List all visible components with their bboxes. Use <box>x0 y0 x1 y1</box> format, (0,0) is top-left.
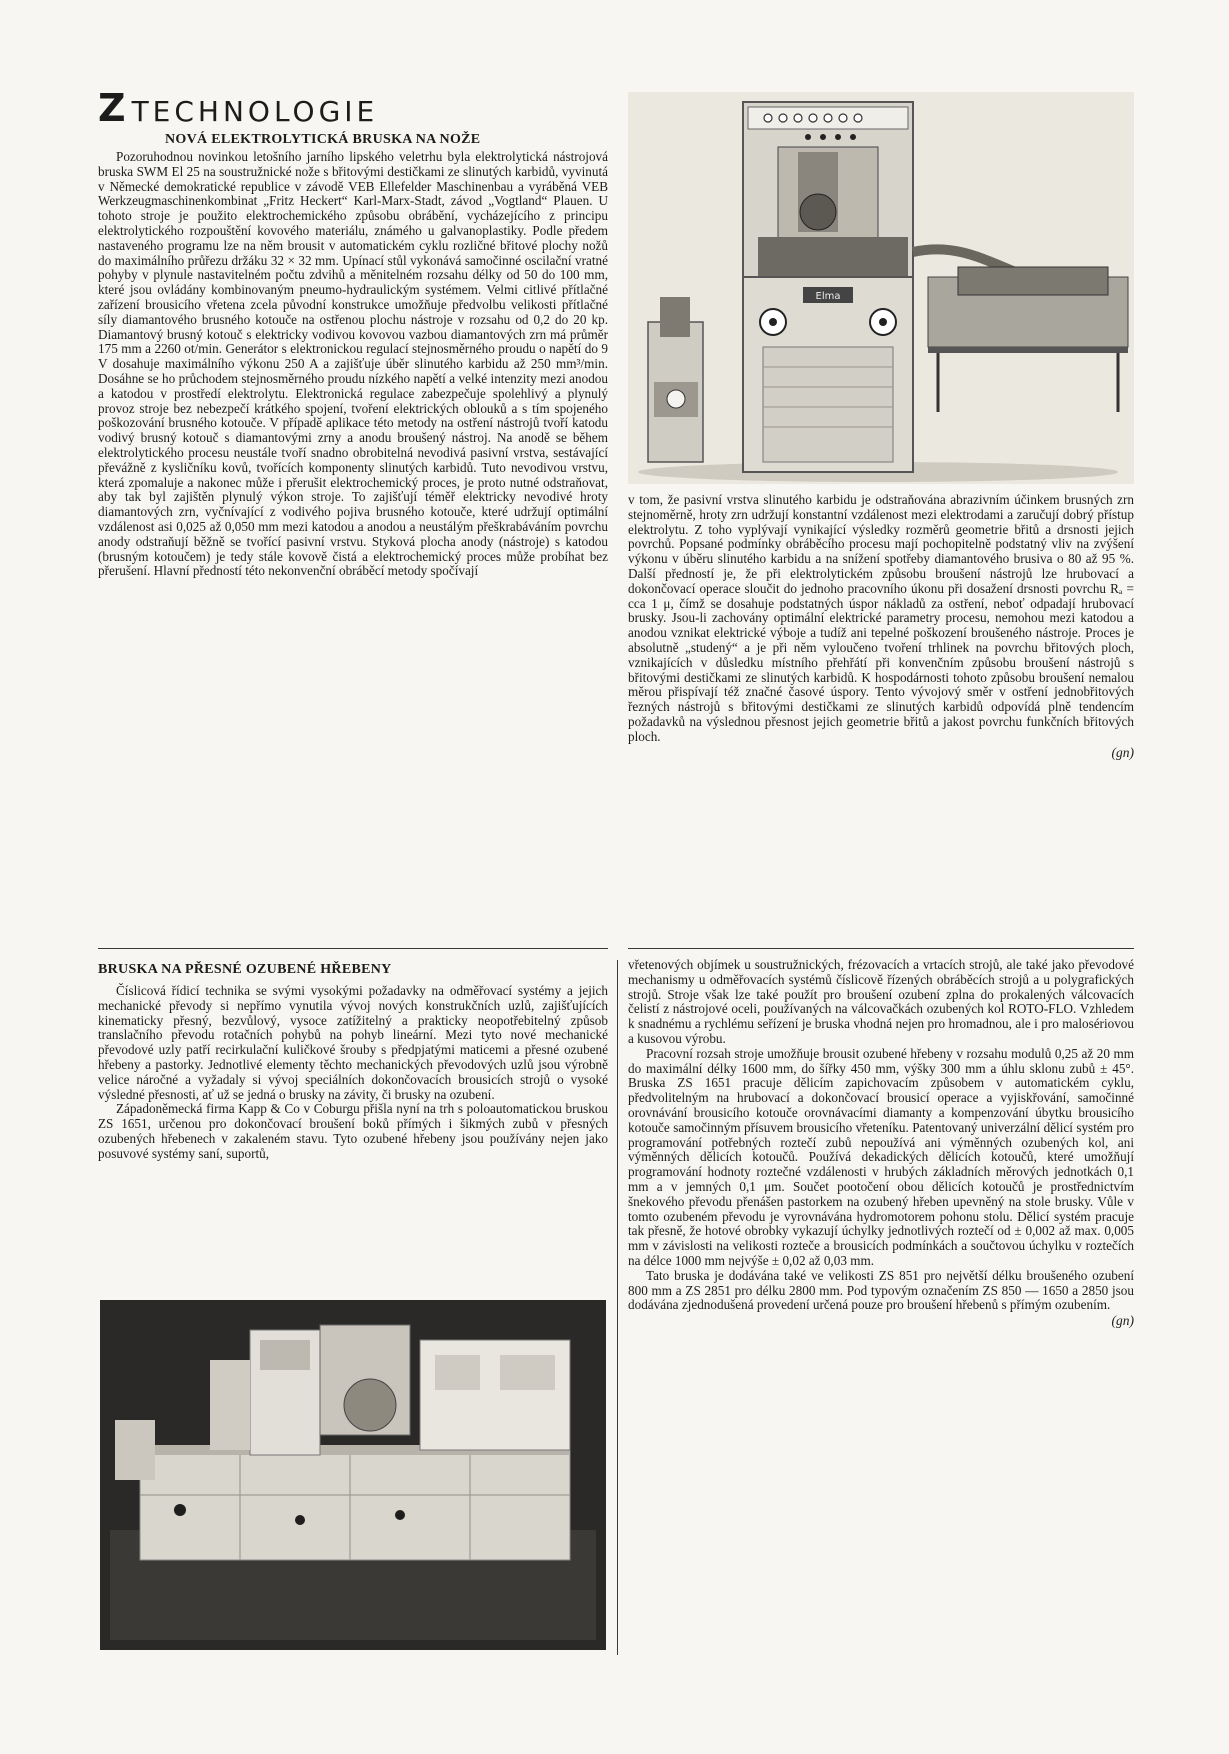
separator-line-right <box>628 948 1134 949</box>
article2-column-right <box>628 958 1134 1329</box>
machine-brand-label: Elma <box>815 291 841 302</box>
separator-line-left <box>98 948 608 949</box>
article1-signature: (gn) <box>1111 744 1134 760</box>
article2-column-left <box>98 984 608 1162</box>
article2-signature: (gn) <box>1111 1313 1134 1329</box>
article1-column-right <box>628 493 1134 761</box>
section-letter: Z <box>98 86 126 130</box>
section-heading <box>98 86 378 130</box>
article1-paragraph-continued: v tom, že pasivní vrstva slinutého karbidu je odstraňována abrazivním účinkem brusných zrn stejnoměrně, hroty zrn udržují konstantní vzdálenost mezi elektrodami a zaručují dobrý přístup elektrolytu. Z toho vyplývají vynikající výsledky rozměrů geometrie břitů a drsnosti jejich povrchů. Popsané podmínky obráběcího procesu mají pochopitelně podstatný vliv na zvýšení výkonu v úběru slinutého karbidu a na snížení spotřeby diamantového brusiva o 80 až 95 %. Další předností je, že při elektrolytickém způsobu broušení nástrojů lze hrubovací a dokončovací operace sloučit do jednoho pracovního úkonu při dosažení drsnosti povrchu Rₐ = cca 1 μ, čímž se dosahuje podstatných úspor nákladů za ostření, neboť odpadají hrubovací brusky. Jsou-li zachovány optimální elektrické parametry procesu, nemohou mezi katodou a anodou vznikat elektrické výboje a tudíž ani tepelné poškození broušeného nástroje. Proces je absolutně „studený“ a je při něm vyloučeno tvoření trhlinek na povrchu břitových ploch, vznikajících v důsledku místního přehřátí při konvenčním způsobu broušení nástrojů s břitovými destičkami ze slinutých karbidů. K hospodárnosti tohoto způsobu broušení nemalou měrou přispívají též značné časové úspory. Tento vývojový směr v ostření jednobřitových řezných nástrojů s břitovými destičkami ze slinutých karbidů odpovídá plně tendencím požadavků na výslednou přesnost jejich geometrie břitů a jakost povrchu funkčních břitových ploch. <box>628 492 1134 744</box>
article2-paragraph-3: vřetenových objímek u soustružnických, frézovacích a vrtacích strojů, ale také jako převodové mechanismy u odměřovacích systémů číslicově řízených obráběcích strojů a u polygrafických strojů. Stroje však lze také použít pro broušení ozubení zplna do prokalených válcovacích čelistí z nástrojové oceli, používaných na válcovačkách ozubených kol ROTO-FLO. Vzhledem k snadnému a rychlému seřízení je bruska vhodná nejen pro hromadnou, ale i pro malosériovou a kusovou výrobu. <box>628 957 1134 1046</box>
article1-paragraph: Pozoruhodnou novinkou letošního jarního lipského veletrhu byla elektrolytická nástrojová bruska SWM El 25 na soustružnické nože s břitovými destičkami ze slinutých karbidů, vyvinutá v Německé demokratické republice v závodě VEB Ellefelder Maschinenbau a vyráběná VEB Werkzeugmaschinenkombinat „Fritz Heckert“ Karl-Marx-Stadt, závod „Vogtland“ Plauen. U tohoto stroje je použito elektrochemického způsobu obrábění, vycházejícího z principu elektrolytického rozpouštění kovového materiálu, známého u galvanoplastiky. Podle předem nastaveného programu lze na něm brousit v automatickém cyklu rozličné břitové plochy nožů do maximálního průřezu držáku 32 × 32 mm. Upínací stůl vykonává samočinné oscilační vratné pohyby v plynule nastavitelném počtu zdvihů a měnitelném rozsahu délky od 50 do 100 mm, které jsou ovládány kombinovaným pneumo-hydraulickým systémem. Velmi citlivé přítlačné zařízení brousicího vřetena zcela původní konstrukce umožňuje předvolbu velikosti přítlačné síly diamantového brusného kotouče na ostřenou plochu nástroje v rozsahu od 0,2 do 20 kp. Diamantový brusný kotouč s elektricky vodivou kovovou vazbou diamantových zrn má průměr 175 mm a 2260 ot/min. Generátor s elektronickou regulací stejnosměrného proudu o napětí do 9 V dosahuje maximálního výkonu 250 A a zajišťuje úběr slinutého karbidu až 250 mm³/min. Dosáhne se ho průchodem stejnosměrného proudu nízkého napětí a velké intenzity mezi anodou a katodou v prostředí elektrolytu. Elektronická regulace zabezpečuje spolehlivý a plynulý provoz stroje bez nebezpečí krátkého spojení, tvoření elektrických oblouků a s tím spojeného poškozování brusného kotouče. V případě aplikace této metody na ostření nástrojů tvoří katodu vodivý brusný kotouč s diamantovými zrny a anodu broušený nástroj. Na anodě se během elektrolytického procesu neustále tvoří snadno obrobitelná nevodivá pasivní vrstva, sestávající převážně z kysličníku kovů, tvořících komponenty slinutých karbidů. Tuto nevodivou vrstvu, která zpomaluje a nakonec může i přerušit elektrochemický proces, je proto nutné odstraňovat, aby tak byl zajištěn plynulý výkon stroje. To zajišťují téměř elektricky nevodivé hroty diamantových zrn, vyčnívající z vodivého pojiva brusného kotouče, které udržují optimální vzdálenost asi 0,025 až 0,050 mm mezi katodou a anodou a neustálým přeškrabáváním povrchu anody odstraňují běžně se tvořící pasivní vrstvu. Styková plocha anody (nástroje) s katodou (brusným kotoučem) je tedy stále kovově čistá a elektrochemický proces může probíhat bez přerušení. Hlavní předností této nekonvenční obráběcí metody spočívají <box>98 149 608 579</box>
article1-column-left <box>98 150 608 579</box>
article2-paragraph-4: Pracovní rozsah stroje umožňuje brousit ozubené hřebeny v rozsahu modulů 0,25 až 20 mm do maximální délky 1600 mm, do šířky 450 mm, výšky 300 mm a úhlu sklonu zubů ± 45°. Bruska ZS 1651 pracuje dělicím zapichovacím způsobem v automatickém cyklu, předvolitelným na hrubovací a dokončovací brousicí operace a vyjiskřování, samočinné orovnávání brousicího kotouče orovnávacími diamanty a kompenzování úbytku brousicího kotouče samočinným přísuvem brousicího vřeteníku. Patentovaný univerzální dělicí systém pro programování potřebných roztečí zubů nepoužívá ani výměnných ozubených kol, ani výměnných dělicích kotoučů. Používá dekadických dělicích kotoučů, které umožňují programování hodnoty roztečné vzdálenosti v hrubých základních měrových jednotkách 0,1 mm a v jemných 0,1 μm. Součet pootočení obou dělicích kotoučů je prostřednictvím šnekového převodu přenášen pastorkem na ozubený hřeben upevněný na stole brusky. Vůle v tomto ozubeném převodu je vyrovnávána hydromotorem pohonu stolu. Dělicí systém pracuje tak přesně, že hotové obrobky vykazují úchylky jednotlivých roztečí od ± 0,002 až max. 0,005 mm v závislosti na velikosti rozteče a brousicích podmínkách a součtovou úchylku v roztečích na délce 1000 mm nejvýše ± 0,02 až 0,03 mm. <box>628 1045 1134 1268</box>
electrolytic-grinder-photo <box>628 92 1134 484</box>
article2-paragraph-2: Západoněmecká firma Kapp & Co v Coburgu přišla nyní na trh s poloautomatickou bruskou ZS 1651, určenou pro dokončovací broušení boků přímých i šikmých zubů v přesných ozubených hřebenech v zakaleném stavu. Tyto ozubené hřebeny jsou používány nejen jako posuvové systémy saní, suportů, <box>98 1101 608 1161</box>
rack-grinder-photo <box>100 1300 606 1650</box>
section-word: TECHNOLOGIE <box>131 95 379 128</box>
article2-paragraph-5: Tato bruska je dodávána také ve velikosti ZS 851 pro největší délku broušeného ozubení 800 mm a ZS 2851 pro délku 2800 mm. Pod typovým označením ZS 850 — 1650 a 2850 jsou dodávána zjednodušená provedení určená pouze pro broušení hřebenů s přímým ozubením. <box>628 1267 1134 1313</box>
column-divider <box>617 960 618 1655</box>
article2-title: BRUSKA NA PŘESNÉ OZUBENÉ HŘEBENY <box>98 962 392 977</box>
article1-title: NOVÁ ELEKTROLYTICKÁ BRUSKA NA NOŽE <box>165 132 481 147</box>
article2-paragraph-1: Číslicová řídicí technika se svými vysokými požadavky na odměřovací systémy a jejich mechanické převody si nepřímo vynutila vývoj nových konstrukčních uzlů, zajišťujících kinematicky přesný, bezvůlový, vysoce zatížitelný a prakticky neopotřebitelný způsob translačního převodu rotačních pohybů na pohyb lineární. Mezi tyto nové mechanické převodové uzly patří recirkulační kuličkové šrouby s předpjatými maticemi a přesné ozubené hřebeny a pastorky. Jednotlivé elementy těchto mechanických převodových uzlů jsou výrobně velice náročné a vyžadaly si vývoj speciálních dokončovacích brousicích strojů o vysoké výsledné přesnosti, ať už se jedná o brusky na závity, či brusky na ozubení. <box>98 983 608 1102</box>
